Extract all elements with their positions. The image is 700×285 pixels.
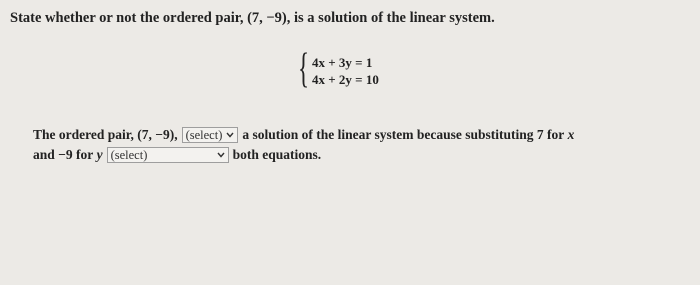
answer-part-2: a solution of the linear system because substituting 7 for bbox=[242, 127, 565, 142]
equation-1: 4x + 3y = 1 bbox=[312, 55, 373, 70]
answer-sentence bbox=[33, 125, 693, 165]
chevron-down-icon bbox=[226, 132, 234, 138]
solution-status-select-value: (select) bbox=[185, 128, 223, 142]
solution-status-select[interactable] bbox=[182, 127, 239, 143]
equation-result-select-value: (select) bbox=[110, 148, 148, 162]
answer-line-2 bbox=[33, 145, 693, 165]
answer-part-1: The ordered pair, (7, −9), bbox=[33, 127, 178, 142]
chevron-down-icon bbox=[217, 152, 225, 158]
question-text: State whether or not the ordered pair, (7, −9), is a solution of the linear system. bbox=[10, 10, 495, 26]
variable-y: y bbox=[96, 147, 103, 162]
answer-part-4: both equations. bbox=[232, 147, 322, 162]
answer-line-1 bbox=[33, 125, 693, 145]
equations bbox=[312, 54, 379, 88]
linear-system bbox=[298, 46, 379, 92]
equation-result-select[interactable] bbox=[107, 147, 229, 163]
variable-x: x bbox=[567, 127, 575, 142]
equation-2: 4x + 2y = 10 bbox=[312, 72, 379, 87]
answer-part-3: and −9 for bbox=[33, 147, 94, 162]
system-brace: { bbox=[298, 46, 310, 92]
